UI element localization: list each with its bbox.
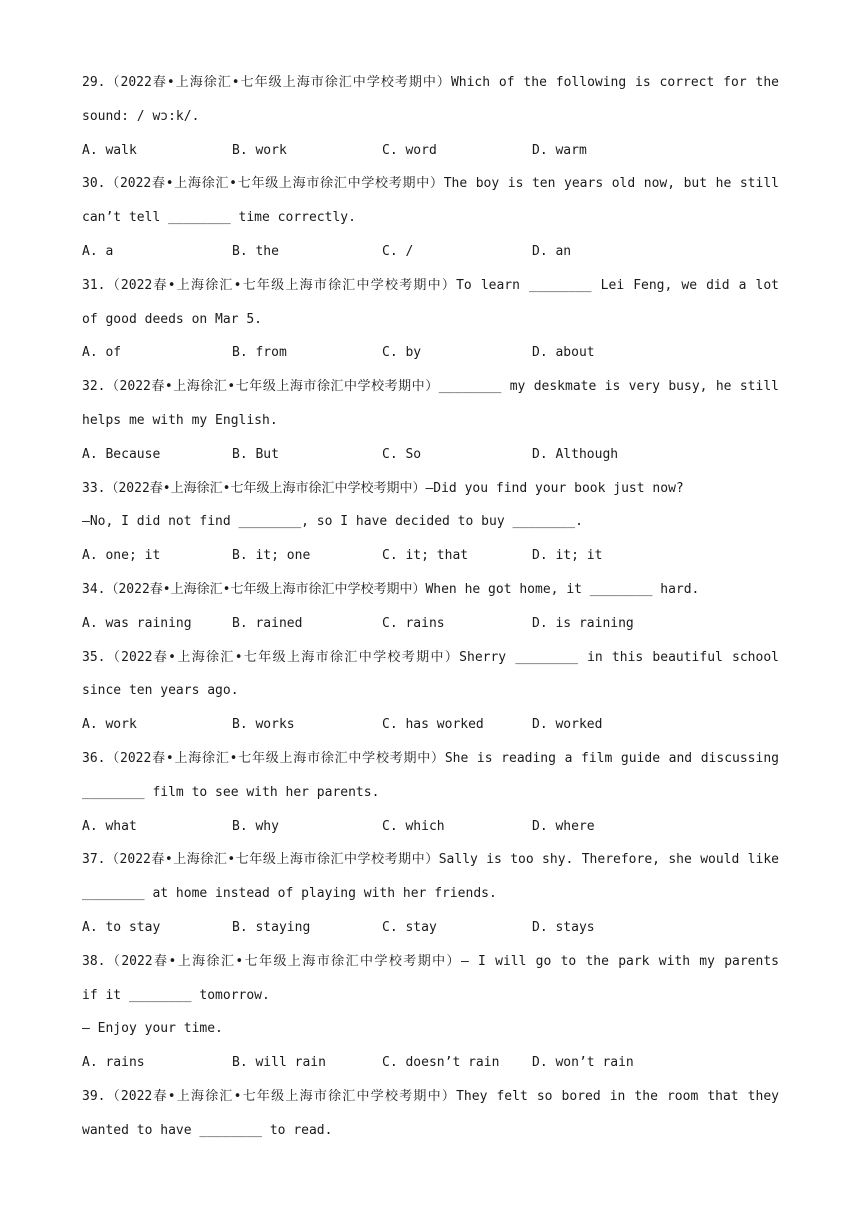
question-32 xyxy=(82,370,779,471)
option-d: D. it; it xyxy=(532,548,603,564)
question-text: 38.（2022春•上海徐汇•七年级上海市徐汇中学校考期中）— I will go to the park with my parents xyxy=(82,953,779,969)
option-d: D. Although xyxy=(532,446,619,462)
option-b: B. why xyxy=(232,818,279,834)
option-d: D. about xyxy=(532,345,595,361)
options-row xyxy=(82,911,779,945)
question-31 xyxy=(82,269,779,370)
option-b: B. from xyxy=(232,345,287,361)
question-text: ________ at home instead of playing with her friends. xyxy=(82,886,497,902)
option-a: A. to stay xyxy=(82,919,161,935)
question-37 xyxy=(82,843,779,944)
question-39 xyxy=(82,1080,779,1148)
question-text: wanted to have ________ to read. xyxy=(82,1122,333,1138)
question-36 xyxy=(82,742,779,843)
option-c: C. stay xyxy=(382,919,437,935)
options-row xyxy=(82,336,779,370)
option-b: B. it; one xyxy=(232,548,311,564)
option-a: A. work xyxy=(82,717,137,733)
option-c: C. / xyxy=(382,243,414,259)
option-a: A. was raining xyxy=(82,615,192,631)
question-text: —No, I did not find ________, so I have decided to buy ________. xyxy=(82,514,583,530)
question-text: 37.（2022春•上海徐汇•七年级上海市徐汇中学校考期中）Sally is too shy. Therefore, she would like xyxy=(82,852,779,868)
option-d: D. an xyxy=(532,243,572,259)
option-b: B. rained xyxy=(232,615,303,631)
option-c: C. word xyxy=(382,142,437,158)
option-b: B. But xyxy=(232,446,279,462)
option-c: C. by xyxy=(382,345,422,361)
options-row xyxy=(82,134,779,168)
option-d: D. stays xyxy=(532,919,595,935)
question-text: of good deeds on Mar 5. xyxy=(82,311,263,327)
option-c: C. doesn’t rain xyxy=(382,1055,500,1071)
question-text: 34.（2022春•上海徐汇•七年级上海市徐汇中学校考期中）When he got home, it ________ hard. xyxy=(82,581,700,597)
question-text: ________ film to see with her parents. xyxy=(82,784,380,800)
question-text: can’t tell ________ time correctly. xyxy=(82,210,356,226)
question-text: 29.（2022春•上海徐汇•七年级上海市徐汇中学校考期中）Which of the following is correct for the xyxy=(82,75,779,90)
question-34 xyxy=(82,573,779,641)
options-row xyxy=(82,539,779,573)
question-text: 35.（2022春•上海徐汇•七年级上海市徐汇中学校考期中）Sherry ________ in this beautiful school xyxy=(82,649,779,665)
option-c: C. which xyxy=(382,818,445,834)
options-row xyxy=(82,607,779,641)
options-row xyxy=(82,235,779,269)
question-text: 36.（2022春•上海徐汇•七年级上海市徐汇中学校考期中）She is reading a film guide and discussing xyxy=(82,750,779,766)
option-c: C. rains xyxy=(382,615,445,631)
option-a: A. what xyxy=(82,818,137,834)
question-text: helps me with my English. xyxy=(82,412,278,428)
question-text: 30.（2022春•上海徐汇•七年级上海市徐汇中学校考期中）The boy is ten years old now, but he still xyxy=(82,176,779,192)
option-b: B. work xyxy=(232,142,287,158)
question-text: 31.（2022春•上海徐汇•七年级上海市徐汇中学校考期中）To learn ________ Lei Feng, we did a lot xyxy=(82,277,779,293)
question-text: 33.（2022春•上海徐汇•七年级上海市徐汇中学校考期中）—Did you find your book just now? xyxy=(82,480,684,496)
option-d: D. worked xyxy=(532,717,603,733)
option-b: B. staying xyxy=(232,919,311,935)
option-c: C. it; that xyxy=(382,548,469,564)
option-c: C. So xyxy=(382,446,422,462)
question-text: — Enjoy your time. xyxy=(82,1021,223,1037)
option-c: C. has worked xyxy=(382,717,484,733)
question-text: 32.（2022春•上海徐汇•七年级上海市徐汇中学校考期中）________ my deskmate is very busy, he still xyxy=(82,379,779,395)
document-page xyxy=(82,66,779,1148)
option-d: D. where xyxy=(532,818,595,834)
question-29 xyxy=(82,66,779,167)
option-a: A. Because xyxy=(82,446,161,462)
options-row xyxy=(82,708,779,742)
option-b: B. will rain xyxy=(232,1055,326,1071)
option-b: B. the xyxy=(232,243,279,259)
options-row xyxy=(82,1046,779,1080)
option-d: D. is raining xyxy=(532,615,634,631)
question-text: since ten years ago. xyxy=(82,683,239,699)
option-a: A. rains xyxy=(82,1055,145,1071)
question-35 xyxy=(82,641,779,742)
option-a: A. one; it xyxy=(82,548,161,564)
option-b: B. works xyxy=(232,717,295,733)
option-a: A. walk xyxy=(82,142,137,158)
options-row xyxy=(82,438,779,472)
question-text: if it ________ tomorrow. xyxy=(82,987,270,1003)
question-text: sound: / wɔ:k/. xyxy=(82,108,200,124)
option-d: D. warm xyxy=(532,142,587,158)
question-33 xyxy=(82,472,779,573)
option-a: A. of xyxy=(82,345,122,361)
option-d: D. won’t rain xyxy=(532,1055,634,1071)
option-a: A. a xyxy=(82,243,114,259)
question-38 xyxy=(82,945,779,1080)
question-text: 39.（2022春•上海徐汇•七年级上海市徐汇中学校考期中）They felt so bored in the room that they xyxy=(82,1088,779,1104)
question-30 xyxy=(82,167,779,268)
options-row xyxy=(82,810,779,844)
